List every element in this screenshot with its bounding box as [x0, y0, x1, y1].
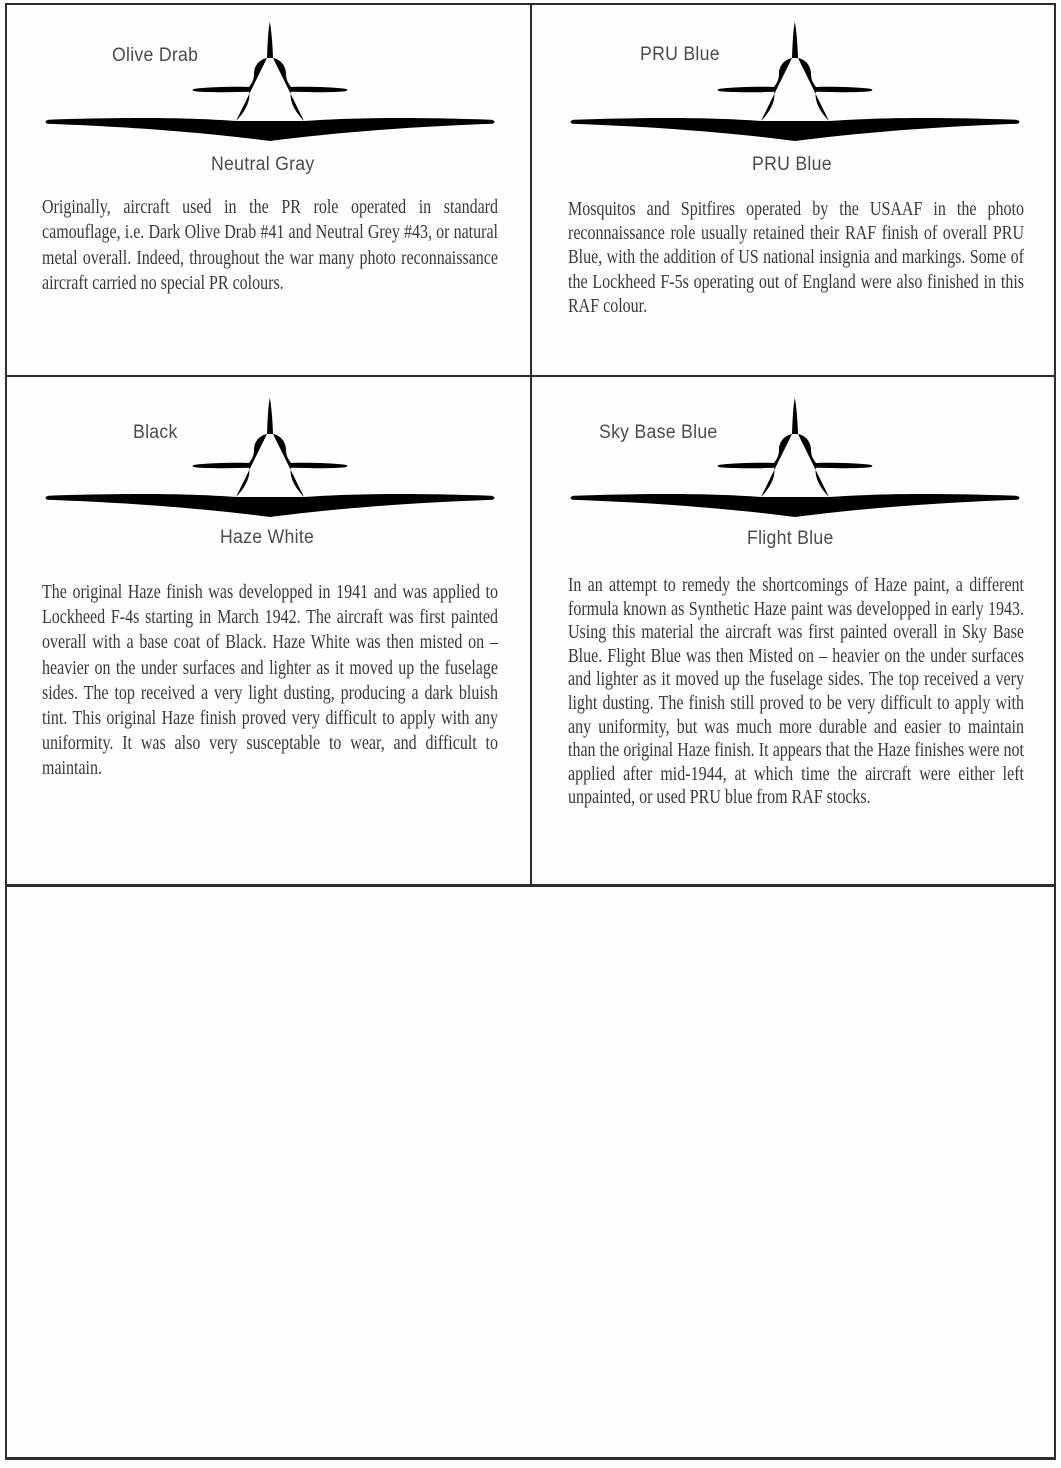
panel-sky-base-blue-flight-blue — [531, 377, 1056, 884]
upper-surface-color-label: Sky Base Blue — [599, 422, 718, 443]
upper-surface-color-label: Olive Drab — [112, 45, 199, 66]
panel-description-text: In an attempt to remedy the shortcomings of Haze paint, a different formula known as Synthetic Haze paint was developped in early 1943. Using this material the aircraft was first painted overall in Sky Base Blue. Flight Blue was then Misted on – heavier on the under surfaces and lighter as it moved up the fuselage sides. The top received a very light dusting. The finish still proved to be very difficult to apply with any uniformity, but was much more durable and easier to maintain than the original Haze finish. It appears that the Haze finishes were not applied after mid-1944, at which time the aircraft were either left unpainted, or used PRU blue from RAF stocks. — [568, 574, 1024, 809]
lower-surface-color-label: Haze White — [220, 527, 315, 548]
lower-surface-color-label: Neutral Gray — [211, 154, 315, 175]
empty-lower-section — [6, 887, 1056, 1458]
aircraft-front-view-drawing — [38, 393, 498, 523]
lower-surface-color-label: Flight Blue — [747, 528, 834, 549]
aircraft-front-view-drawing — [563, 393, 1023, 523]
lower-surface-color-label: PRU Blue — [752, 154, 832, 175]
panel-description-text: Mosquitos and Spitfires operated by the USAAF in the photo reconnaissance role usually retained their RAF finish of overall PRU Blue, with the addition of US national insignia and markings. Some of the Lockheed F-5s operating out of England were also finished in this RAF colour. — [568, 198, 1024, 317]
aircraft-front-view-drawing — [38, 17, 498, 147]
upper-surface-color-label: PRU Blue — [640, 44, 720, 65]
panel-description-text: The original Haze finish was developped in 1941 and was applied to Lockheed F-4s starting in March 1942. The aircraft was first painted overall with a base coat of Black. Haze White was then misted on – heavier on the under surfaces and lighter as it moved up the fuselage sides. The top received a very light dusting, producing a dark bluish tint. This original Haze finish proved very difficult to apply with any uniformity. It was also very susceptable to wear, and difficult to maintain. — [42, 581, 498, 780]
aircraft-front-view-drawing — [563, 17, 1023, 147]
upper-surface-color-label: Black — [133, 422, 178, 443]
panel-olive-drab-neutral-gray — [6, 4, 531, 375]
panel-description-text: Originally, aircraft used in the PR role operated in standard camouflage, i.e. Dark Olive Drab #41 and Neutral Grey #43, or natural metal overall. Indeed, throughout the war many photo reconnaissance aircraft carried no special PR colours. — [42, 196, 498, 295]
panel-black-haze-white — [6, 377, 531, 884]
panel-pru-blue — [531, 4, 1056, 375]
